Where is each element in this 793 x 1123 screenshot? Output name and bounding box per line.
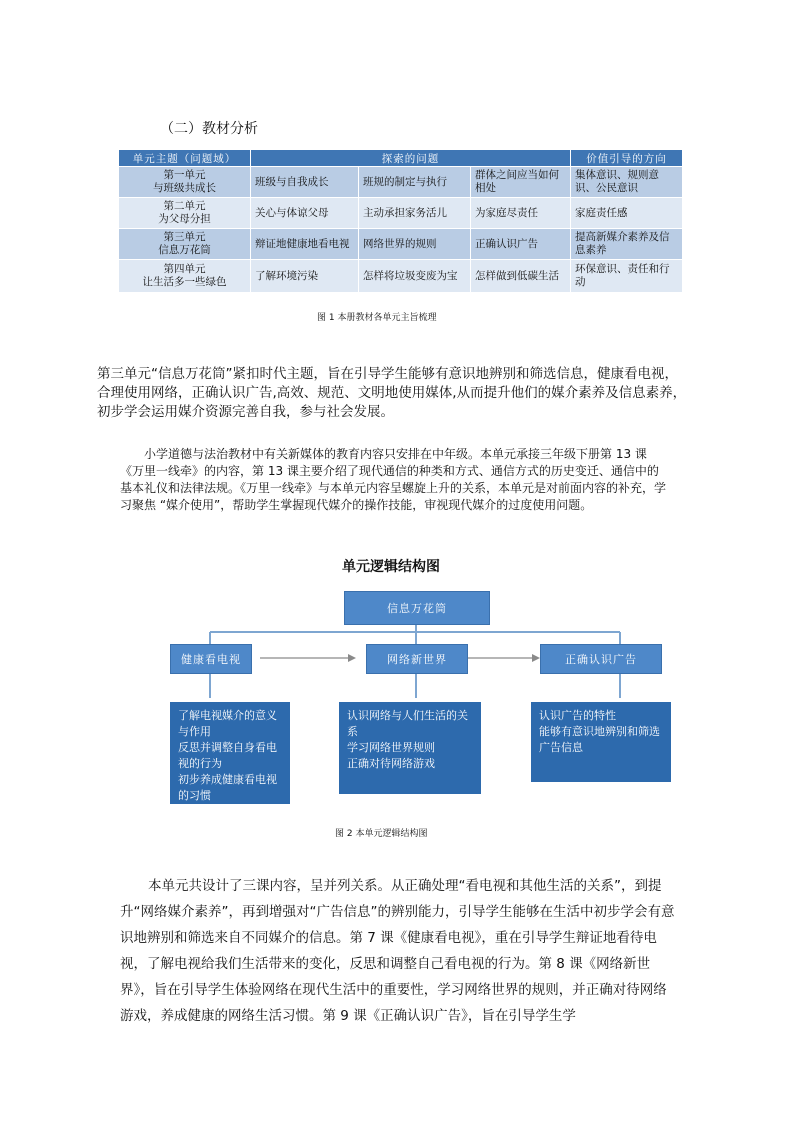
value-cell: 集体意识、规则意识、公民意识: [571, 167, 683, 198]
question-cell: 了解环境污染: [251, 260, 359, 293]
table-header-unit: 单元主题（问题域）: [119, 150, 251, 167]
figure-1-caption: 图 1 本册教材各单元主旨梳理: [317, 313, 437, 323]
question-cell: 正确认识广告: [471, 229, 571, 260]
table-header-questions: 探索的问题: [251, 150, 571, 167]
diagram-detail-ads: 认识广告的特性 能够有意识地辨别和筛选广告信息: [531, 702, 671, 782]
table-row: [119, 229, 683, 260]
question-cell: 班级与自我成长: [251, 167, 359, 198]
table-row: [119, 260, 683, 293]
diagram-root-node: 信息万花筒: [344, 591, 490, 625]
unit-cell: 第三单元 信息万花筒: [119, 229, 251, 260]
unit-cell: 第二单元 为父母分担: [119, 198, 251, 229]
question-cell: 关心与体谅父母: [251, 198, 359, 229]
section-heading: （二）教材分析: [160, 121, 258, 137]
value-cell: 环保意识、责任和行动: [571, 260, 683, 293]
question-cell: 群体之间应当如何相处: [471, 167, 571, 198]
value-cell: 家庭责任感: [571, 198, 683, 229]
question-cell: 怎样做到低碳生活: [471, 260, 571, 293]
question-cell: 网络世界的规则: [359, 229, 471, 260]
question-cell: 班规的制定与执行: [359, 167, 471, 198]
diagram-node-tv: 健康看电视: [170, 644, 252, 674]
paragraph-1: 第三单元“信息万花筒”紧扣时代主题，旨在引导学生能够有意识地辨别和筛选信息，健康看电视，合理使用网络，正确认识广告,高效、规范、文明地使用媒体,从而提升他们的媒介素养及信息素养，初步学会运用媒介资源完善自我，参与社会发展。: [97, 366, 687, 420]
paragraph-2: 小学道德与法治教材中有关新媒体的教育内容只安排在中年级。本单元承接三年级下册第 13 课《万里一线牵》的内容，第 13 课主要介绍了现代通信的种类和方式、通信方式的历史变迁、通信中的基本礼仪和法律法规。《万里一线牵》与本单元内容呈螺旋上升的关系，本单元是对前面内容的补充，学习聚焦 “媒介使用”，帮助学生掌握现代媒介的操作技能，审视现代媒介的过度使用问题。: [120, 447, 667, 512]
table-header-row: [119, 150, 683, 167]
table-header-value: 价值引导的方向: [571, 150, 683, 167]
table-row: [119, 167, 683, 198]
diagram-node-ads: 正确认识广告: [540, 644, 662, 674]
unit-analysis-table: [118, 149, 683, 293]
question-cell: 怎样将垃圾变废为宝: [359, 260, 471, 293]
paragraph-3: 本单元共设计了三课内容，呈并列关系。从正确处理“看电视和其他生活的关系”，到提升“网络媒介素养”，再到增强对“广告信息”的辨别能力，引导学生能够在生活中初步学会有意识地辨别和筛选来自不同媒介的信息。第 7 课《健康看电视》，重在引导学生辩证地看待电视，了解电视给我们生活带来的变化，反思和调整自己看电视的行为。第 8 课《网络新世界》，旨在引导学生体验网络在现代生活中的重要性，学习网络世界的规则，并正确对待网络游戏，养成健康的网络生活习惯。第 9 课《正确认识广告》，旨在引导学生学: [120, 878, 675, 1024]
question-cell: 辩证地健康地看电视: [251, 229, 359, 260]
value-cell: 提高新媒介素养及信息素养: [571, 229, 683, 260]
unit-cell: 第四单元 让生活多一些绿色: [119, 260, 251, 293]
question-cell: 主动承担家务活儿: [359, 198, 471, 229]
diagram-detail-network: 认识网络与人们生活的关系 学习网络世界规则 正确对待网络游戏: [339, 702, 481, 794]
diagram-node-network: 网络新世界: [366, 644, 468, 674]
table-row: [119, 198, 683, 229]
diagram-detail-tv: 了解电视媒介的意义与作用 反思并调整自身看电视的行为 初步养成健康看电视的习惯: [170, 702, 290, 804]
figure-2-caption: 图 2 本单元逻辑结构图: [335, 829, 428, 839]
question-cell: 为家庭尽责任: [471, 198, 571, 229]
diagram-title: 单元逻辑结构图: [342, 559, 440, 575]
unit-cell: 第一单元 与班级共成长: [119, 167, 251, 198]
